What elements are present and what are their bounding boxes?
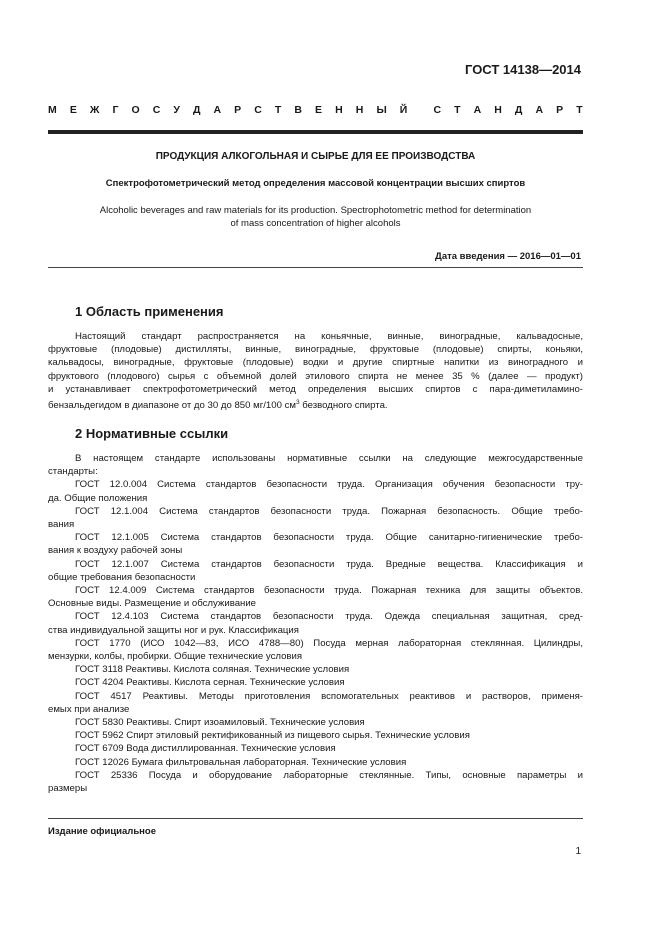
text-line: да. Общие положения [48, 492, 148, 504]
text-line: ГОСТ 5962 Спирт этиловый ректификованный из пищевого сырья. Технические условия [75, 730, 470, 742]
page-number: 1 [575, 846, 581, 857]
banner-letter: Т [576, 104, 583, 116]
text-line: ГОСТ 12.4.103 Система стандартов безопасности труда. Одежда специальная защитная, сред- [75, 611, 583, 623]
banner-letter: С [254, 104, 262, 116]
banner-letter: У [173, 104, 180, 116]
english-title [48, 204, 583, 230]
text-line: ства индивидуальной защиты ног и рук. Классификация [48, 624, 299, 636]
banner-letter: А [213, 104, 222, 116]
text-fragment: бензальдегидом в диапазоне от до 30 до 850 мг/100 см [48, 400, 296, 412]
text-line: кальвадосы, виноградные, фруктовые (плодовые) водки и другие спиртные напитки из виноградного и [48, 357, 583, 369]
text-line: мензурки, колбы, пробирки. Общие технические условия [48, 651, 303, 663]
date-rule [48, 267, 583, 268]
banner-letter: Т [274, 104, 282, 116]
text-fragment: безводного спирта. [299, 400, 388, 412]
document-subtitle: Спектрофотометрический метод определения массовой концентрации высших спиртов [105, 178, 526, 189]
text-line: емых при анализе [48, 703, 130, 715]
banner-letter: Д [192, 104, 201, 116]
superscript: 3 [295, 399, 300, 407]
text-line: ГОСТ 3118 Реактивы. Кислота соляная. Технические условия [75, 664, 350, 676]
text-line: В настоящем стандарте использованы нормативные ссылки на следующие межгосударственные [75, 453, 583, 464]
banner-letter: С [152, 104, 161, 116]
banner-letter: Й [399, 104, 408, 116]
section-1-heading: 1 Область применения [75, 304, 224, 319]
official-edition-label: Издание официальное [48, 826, 156, 837]
text-line: и устанавливает спектрофотометрический метод определения высших спиртов с пара-диметиламино- [48, 383, 583, 395]
banner-letter: Е [315, 104, 323, 116]
text-line: Настоящий стандарт распространяется на коньячные, винные, виноградные, кальвадосные, [75, 331, 583, 342]
banner-letter: В [294, 104, 302, 116]
text-line: вания [48, 519, 75, 531]
document-code: ГОСТ 14138—2014 [465, 62, 581, 77]
text-line: вания к воздуху рабочей зоны [48, 545, 183, 557]
text-line: ГОСТ 4517 Реактивы. Методы приготовления вспомогательных реактивов и растворов, применя- [75, 690, 583, 702]
interstate-standard-banner [48, 104, 583, 116]
text-line: ГОСТ 6709 Вода дистиллированная. Технические условия [75, 743, 336, 755]
effective-date: Дата введения — 2016—01—01 [435, 251, 581, 262]
text-line: ГОСТ 12.1.005 Система стандартов безопасности труда. Общие санитарно-гигиенические требо- [75, 532, 583, 544]
text-line: ГОСТ 1770 (ИСО 1042—83, ИСО 4788—80) Посуда мерная лабораторная стеклянная. Цилиндры, [75, 637, 583, 649]
text-line: размеры [48, 783, 88, 795]
banner-letter: Ы [376, 104, 387, 116]
banner-letter: Т [454, 104, 461, 116]
banner-letter: С [433, 104, 442, 116]
english-title-line-2: of mass concentration of higher alcohols [230, 218, 401, 229]
banner-letter: Г [112, 104, 119, 116]
text-line: Основные виды. Размещение и обслуживание [48, 598, 257, 610]
banner-letter: Н [494, 104, 502, 116]
text-line: фруктового (плодового) сырья с объемной долей этилового спирта не менее 35 % (далее — продукт) [48, 370, 583, 382]
section-1-body [48, 330, 583, 412]
footer-rule [48, 818, 583, 819]
text-line: фруктовые (плодовые) дистилляты, винные, виноградные, фруктовые (плодовые) спирты, коньяки, [48, 344, 583, 356]
text-line: стандарты: [48, 466, 98, 478]
section-2-body [48, 452, 583, 795]
banner-letter: М [48, 104, 57, 116]
text-line: ГОСТ 5830 Реактивы. Спирт изоамиловый. Технические условия [75, 717, 365, 729]
banner-letter: Р [556, 104, 564, 116]
text-line: ГОСТ 12.1.007 Система стандартов безопасности труда. Вредные вещества. Классификация и [75, 558, 583, 570]
header-rule [48, 130, 583, 134]
english-title-line-1: Alcoholic beverages and raw materials for its production. Spectrophotometric method for determination [99, 205, 532, 216]
banner-letter: Д [514, 104, 523, 116]
banner-letter: А [473, 104, 482, 116]
banner-letter: Ж [89, 104, 100, 116]
banner-letter: Р [234, 104, 242, 116]
banner-letter: Е [69, 104, 77, 116]
banner-letter: А [535, 104, 544, 116]
text-line: ГОСТ 25336 Посуда и оборудование лабораторные стеклянные. Типы, основные параметры и [75, 769, 583, 781]
banner-letter: Н [355, 104, 364, 116]
text-line [48, 396, 583, 412]
text-line: общие требования безопасности [48, 571, 196, 583]
text-line: ГОСТ 12.4.009 Система стандартов безопасности труда. Пожарная техника для защиты объектов. [75, 585, 583, 597]
text-line: ГОСТ 4204 Реактивы. Кислота серная. Технические условия [75, 677, 345, 689]
text-line: ГОСТ 12.0.004 Система стандартов безопасности труда. Организация обучения безопасности тру- [75, 479, 583, 491]
text-line: ГОСТ 12.1.004 Система стандартов безопасности труда. Пожарная безопасность. Общие требо- [75, 505, 583, 517]
document-title: ПРОДУКЦИЯ АЛКОГОЛЬНАЯ И СЫРЬЕ ДЛЯ ЕЕ ПРОИЗВОДСТВА [155, 151, 476, 162]
banner-letter: О [131, 104, 140, 116]
section-2-heading: 2 Нормативные ссылки [75, 426, 229, 441]
text-line: ГОСТ 12026 Бумага фильтровальная лабораторная. Технические условия [75, 756, 407, 768]
banner-letter: Н [335, 104, 343, 116]
